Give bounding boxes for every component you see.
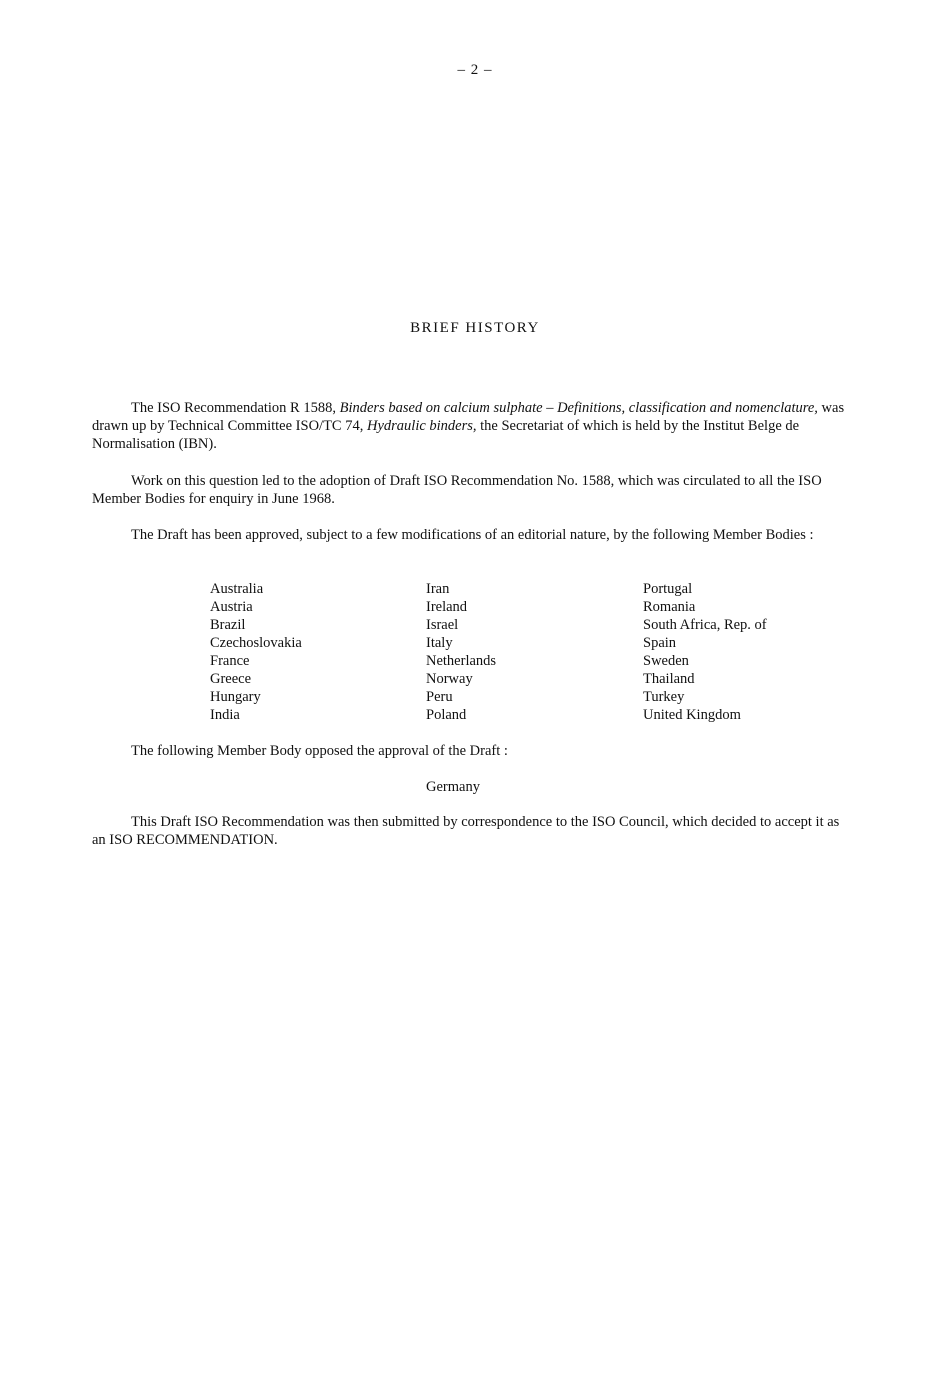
country-item: Sweden <box>643 653 689 669</box>
paragraph-council: This Draft ISO Recommendation was then submitted by correspondence to the ISO Council, which decided to accept it as an ISO RECOMMENDATION. <box>92 814 840 848</box>
country-item: Peru <box>426 689 453 705</box>
country-item: France <box>210 653 250 669</box>
country-item: Czechoslovakia <box>210 635 302 651</box>
country-item: South Africa, Rep. of <box>643 617 767 633</box>
country-item: Portugal <box>643 581 693 597</box>
country-item: India <box>210 707 240 723</box>
country-item: Austria <box>210 599 253 615</box>
p1-text-b: was drawn up by Technical Committee ISO/TC 74, <box>92 400 845 434</box>
country-item: Brazil <box>210 617 246 633</box>
country-item: Australia <box>210 581 264 597</box>
page-number: – 2 – <box>457 62 493 78</box>
country-item: Thailand <box>643 671 695 687</box>
paragraph-adoption: Work on this question led to the adoption of Draft ISO Recommendation No. 1588, which was circulated to all the ISO Member Bodies for enquiry in June 1968. <box>92 473 822 507</box>
country-item: Hungary <box>210 689 261 705</box>
country-item: Poland <box>426 707 467 723</box>
p1-committee-name: Hydraulic binders, <box>366 418 477 434</box>
section-heading: BRIEF HISTORY <box>410 320 540 336</box>
country-item: Ireland <box>426 599 468 615</box>
approving-members-column-2 <box>426 580 496 724</box>
country-item: Iran <box>426 581 450 597</box>
opposing-member: Germany <box>426 779 480 795</box>
country-item: United Kingdom <box>643 707 741 723</box>
country-item: Norway <box>426 671 473 687</box>
country-item: Israel <box>426 617 459 633</box>
paragraph-approval: The Draft has been approved, subject to a few modifications of an editorial nature, by the following Member Bodies : <box>131 527 814 543</box>
approving-members-column-3 <box>643 580 767 724</box>
country-item: Greece <box>210 671 252 687</box>
country-item: Italy <box>426 635 453 651</box>
country-item: Romania <box>643 599 696 615</box>
p1-recommendation-title: Binders based on calcium sulphate – Definitions, classification and nomenclature, <box>339 400 818 416</box>
country-item: Spain <box>643 635 677 651</box>
p1-text-c: the Secretariat of which is held by the Institut Belge de Normalisation (IBN). <box>92 418 800 452</box>
paragraph-opposition: The following Member Body opposed the approval of the Draft : <box>131 743 508 759</box>
country-item: Turkey <box>643 689 685 705</box>
country-item: Netherlands <box>426 653 497 669</box>
p1-text-a: The ISO Recommendation R 1588, <box>131 400 340 416</box>
paragraph-origin <box>92 399 852 453</box>
approving-members-column-1 <box>210 580 302 724</box>
